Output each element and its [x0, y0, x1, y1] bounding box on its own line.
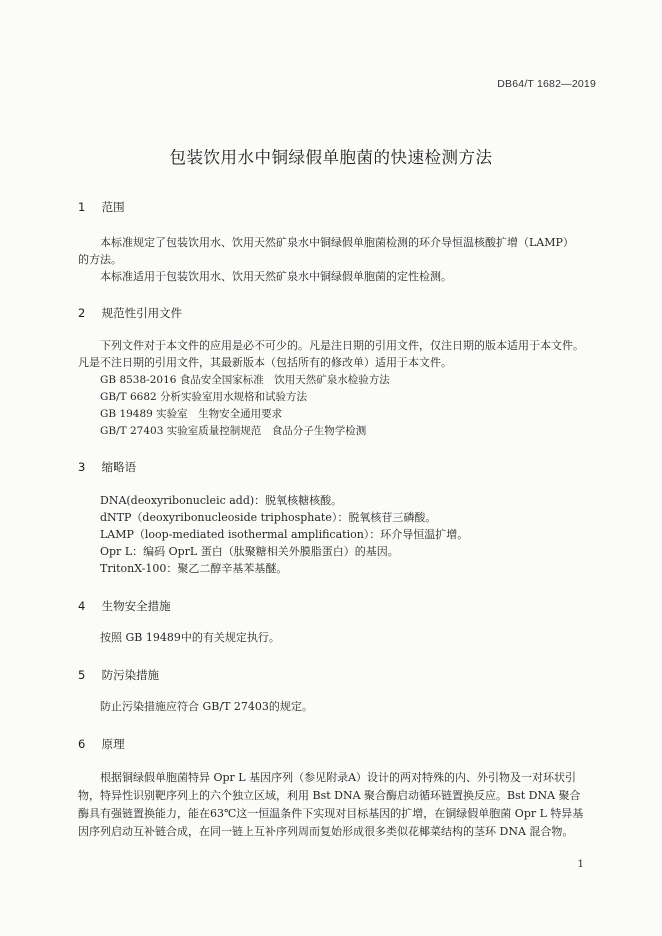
- paragraph-line: 本标准适用于包装饮用水、饮用天然矿泉水中铜绿假单胞菌的定性检测。: [100, 270, 452, 283]
- section-number: 1: [78, 200, 86, 214]
- section-title: 缩略语: [101, 460, 137, 474]
- reference-item: GB/T 6682 分析实验室用水规格和试验方法: [100, 391, 308, 403]
- paragraph-line: 下列文件对于本文件的应用是必不可少的。凡是注日期的引用文件，仅注日期的版本适用于本文件。: [100, 339, 584, 352]
- section-6-heading: [78, 736, 125, 752]
- paragraph-line: 本标准规定了包装饮用水、饮用天然矿泉水中铜绿假单胞菌检测的环介导恒温核酸扩增（LAMP）: [100, 236, 574, 249]
- abbreviation-item: DNA(deoxyribonucleic add)：脱氧核糖核酸。: [100, 494, 343, 507]
- section-4-heading: [78, 598, 171, 614]
- paragraph-line: 凡是不注日期的引用文件，其最新版本（包括所有的修改单）适用于本文件。: [78, 356, 452, 369]
- paragraph-line: 物，特异性识别靶序列上的六个独立区域，利用 Bst DNA 聚合酶启动循环链置换反应。Bst DNA 聚合: [78, 789, 581, 802]
- section-title: 原理: [101, 737, 125, 751]
- section-number: 6: [78, 737, 86, 751]
- section-title: 范围: [101, 200, 125, 214]
- paragraph-line: 按照 GB 19489中的有关规定执行。: [100, 631, 280, 644]
- standard-code: DB64/T 1682—2019: [497, 78, 596, 90]
- reference-item: GB 8538-2016 食品安全国家标准 饮用天然矿泉水检验方法: [100, 374, 390, 386]
- document-title: 包装饮用水中铜绿假单胞菌的快速检测方法: [169, 148, 493, 167]
- page-number: 1: [577, 858, 584, 870]
- section-number: 2: [78, 306, 86, 320]
- abbreviation-item: LAMP（loop-mediated isothermal amplification）：环介导恒温扩增。: [100, 528, 469, 541]
- section-title: 防污染措施: [101, 668, 160, 682]
- paragraph-line: 的方法。: [78, 253, 122, 266]
- paragraph-line: 防止污染措施应符合 GB/T 27403的规定。: [100, 700, 313, 713]
- paragraph-line: 根据铜绿假单胞菌特异 Opr L 基因序列（参见附录A）设计的两对特殊的内、外引物及一对环状引: [100, 771, 577, 784]
- section-1-heading: [78, 199, 125, 215]
- section-title: 规范性引用文件: [101, 306, 183, 320]
- reference-item: GB 19489 实验室 生物安全通用要求: [100, 408, 283, 420]
- section-2-heading: [78, 305, 182, 321]
- paragraph-line: 酶具有强链置换能力，能在63℃这一恒温条件下实现对目标基因的扩增，在铜绿假单胞菌 Opr L 特异基: [78, 807, 584, 820]
- abbreviation-item: Opr L：编码 OprL 蛋白（肽聚糖相关外膜脂蛋白）的基因。: [100, 545, 399, 558]
- abbreviation-item: TritonX-100：聚乙二醇辛基苯基醚。: [100, 562, 288, 575]
- section-number: 4: [78, 599, 86, 613]
- reference-item: GB/T 27403 实验室质量控制规范 食品分子生物学检测: [100, 425, 367, 437]
- section-number: 3: [78, 460, 86, 474]
- section-5-heading: [78, 667, 159, 683]
- section-3-heading: [78, 459, 136, 475]
- paragraph-line: 因序列启动互补链合成，在同一链上互补序列周而复始形成很多类似花椰菜结构的茎环 DNA 混合物。: [78, 825, 574, 838]
- abbreviation-item: dNTP（deoxyribonucleoside triphosphate）：脱氧核苷三磷酸。: [100, 511, 437, 524]
- section-number: 5: [78, 668, 86, 682]
- section-title: 生物安全措施: [101, 599, 171, 613]
